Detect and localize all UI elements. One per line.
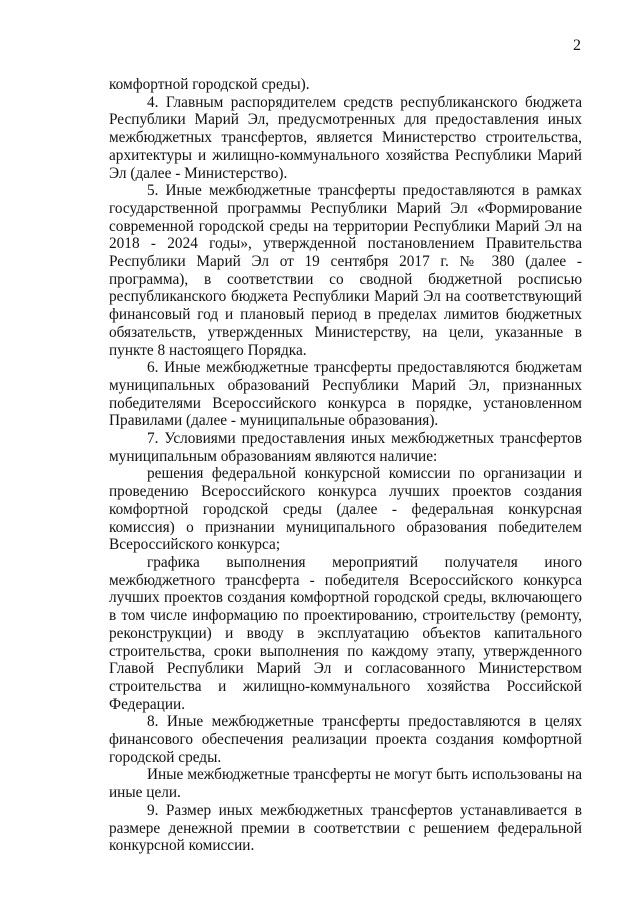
paragraph-7: 7. Условиями предоставления иных межбюджетных трансфертов муниципальным образованиям являются наличие: bbox=[109, 430, 582, 465]
paragraph-4: 4. Главным распорядителем средств республиканского бюджета Республики Марий Эл, предусмотренных для предоставления иных межбюджетных трансфертов, является Министерство строительства, архитектуры и жилищно-коммунального хозяйства Республики Марий Эл (далее - Министерство). bbox=[109, 93, 582, 182]
paragraph-8-restriction: Иные межбюджетные трансферты не могут быть использованы на иные цели. bbox=[109, 766, 582, 802]
paragraph-8: 8. Иные межбюджетные трансферты предоставляются в целях финансового обеспечения реализации проекта создания комфортной городской среды. bbox=[109, 713, 582, 766]
paragraph-continuation: комфортной городской среды). bbox=[109, 76, 310, 93]
document-body bbox=[109, 76, 582, 855]
paragraph-6: 6. Иные межбюджетные трансферты предоставляются бюджетам муниципальных образований Республики Марий Эл, признанных победителями Всероссийского конкурса в порядке, установленном Правилами (далее - муниципальные образования). bbox=[109, 359, 582, 430]
paragraph-5: 5. Иные межбюджетные трансферты предоставляются в рамках государственной программы Республики Марий Эл «Формирование современной городской среды на территории Республики Марий Эл на 2018 - 2024 годы», утвержденной постановлением Правительства Республики Марий Эл от 19 сентября 2017 г. № 380 (далее - программа), в соответствии со сводной бюджетной росписью республиканского бюджета Республики Марий Эл на соответствующий финансовый год и плановый период в пределах лимитов бюджетных обязательств, утвержденных Министерству, на цели, указанные в пункте 8 настоящего Порядка. bbox=[109, 182, 582, 359]
page-number: 2 bbox=[573, 37, 581, 54]
paragraph-7-condition-1: решения федеральной конкурсной комиссии по организации и проведению Всероссийского конкурса лучших проектов создания комфортной городской среды (далее - федеральная конкурсная комиссия) о признании муниципального образования победителем Всероссийского конкурса; bbox=[109, 465, 582, 554]
paragraph-9: 9. Размер иных межбюджетных трансфертов устанавливается в размере денежной премии в соответствии с решением федеральной конкурсной комиссии. bbox=[109, 801, 582, 855]
paragraph-7-condition-2: графика выполнения мероприятий получателя иного межбюджетного трансферта - победителя Всероссийского конкурса лучших проектов создания комфортной городской среды, включающего в том числе информацию по проектированию, строительству (ремонту, реконструкции) и вводу в эксплуатацию объектов капитального строительства, сроки выполнения по каждому этапу, утвержденного Главой Республики Марий Эл и согласованного Министерством строительства и жилищно-коммунального хозяйства Российской Федерации. bbox=[109, 553, 582, 713]
